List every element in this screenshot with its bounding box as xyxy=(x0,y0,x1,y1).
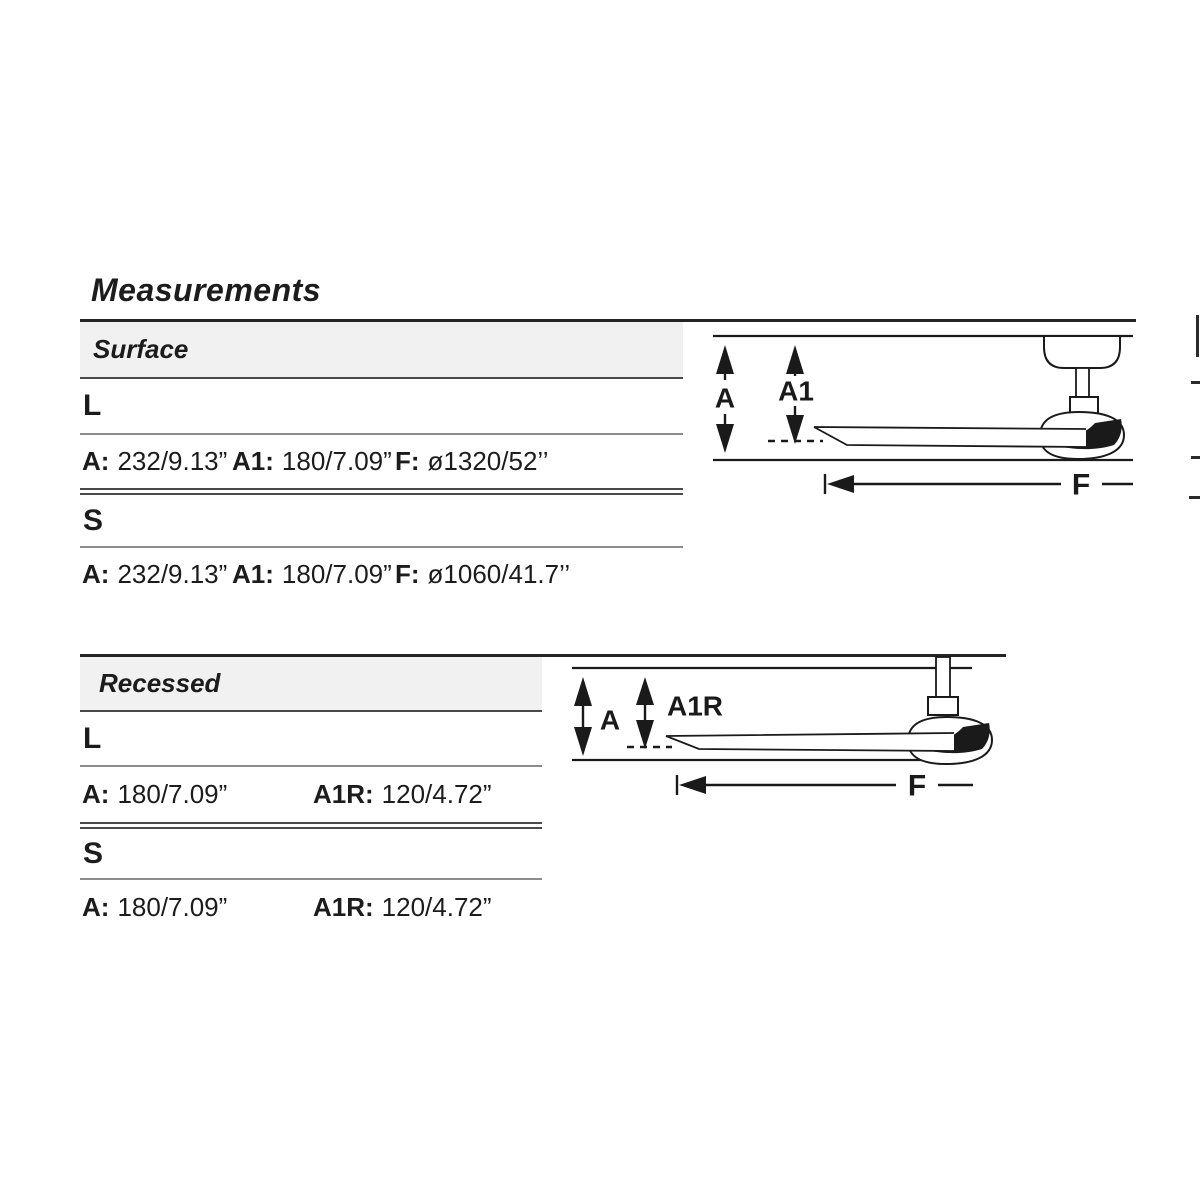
cropped-artifact-dash xyxy=(1191,381,1200,384)
spec-label: A: xyxy=(82,892,110,922)
recessed-row-specs-S xyxy=(80,880,542,935)
recessed-row-size-L xyxy=(80,712,542,767)
recessed-header-label: Recessed xyxy=(99,668,221,698)
recessed-section-divider xyxy=(80,822,542,829)
spec-label: A1: xyxy=(232,446,274,476)
spec-value: 180/7.09” xyxy=(281,446,392,476)
fan-downrod xyxy=(1076,368,1089,397)
surface-row-size-S xyxy=(80,495,683,548)
spec-value: 232/9.13” xyxy=(117,559,228,589)
spec-label: A: xyxy=(82,446,110,476)
spec-value: ø1060/41.7’’ xyxy=(427,559,571,589)
dimension-arrow-f xyxy=(677,770,973,803)
spec-a xyxy=(82,435,227,488)
recessed-mount-diagram xyxy=(545,645,1010,810)
spec-label: F: xyxy=(395,446,420,476)
dimension-label-f: F xyxy=(907,769,927,803)
spec-label: A1R: xyxy=(313,892,374,922)
dimension-arrow-a1 xyxy=(778,345,814,444)
surface-row-specs-S xyxy=(80,548,683,601)
surface-row-specs-L xyxy=(80,435,683,488)
dimension-label-f: F xyxy=(1071,468,1091,502)
cropped-artifact-dash xyxy=(1191,456,1200,459)
dimension-label-a1: A1 xyxy=(778,375,814,407)
size-label: S xyxy=(83,503,104,537)
fan-canopy xyxy=(1044,337,1120,368)
spec-a1 xyxy=(232,435,392,488)
dimension-label-a1r: A1R xyxy=(667,690,724,722)
fan-blade xyxy=(814,427,1086,447)
size-label: S xyxy=(83,836,104,870)
spec-value: ø1320/52’’ xyxy=(427,446,549,476)
spec-value: 120/4.72” xyxy=(381,892,492,922)
recessed-row-size-S xyxy=(80,829,542,880)
spec-label: F: xyxy=(395,559,420,589)
surface-mount-diagram xyxy=(680,310,1140,510)
dimension-arrow-a xyxy=(574,677,620,756)
dimension-label-a: A xyxy=(599,704,621,736)
spec-a xyxy=(82,767,227,822)
size-label: L xyxy=(83,389,102,422)
surface-table xyxy=(80,322,683,601)
recessed-row-specs-L xyxy=(80,767,542,822)
recessed-table xyxy=(80,657,542,935)
spec-a1 xyxy=(232,548,392,601)
spec-f xyxy=(395,548,570,601)
dimension-label-a: A xyxy=(714,382,736,414)
spec-label: A: xyxy=(82,559,110,589)
page-title: Measurements xyxy=(91,272,322,308)
surface-table-header xyxy=(80,322,683,379)
spec-label: A: xyxy=(82,779,110,809)
spec-a1r xyxy=(313,767,492,822)
cropped-artifact-dash xyxy=(1189,496,1200,499)
spec-f xyxy=(395,435,549,488)
spec-value: 120/4.72” xyxy=(381,779,492,809)
dimension-arrow-f xyxy=(825,469,1133,502)
surface-header-label: Surface xyxy=(93,334,189,364)
surface-section-divider xyxy=(80,488,683,495)
dimension-arrow-a xyxy=(715,345,735,453)
spec-value: 180/7.09” xyxy=(281,559,392,589)
size-label: L xyxy=(83,721,102,755)
spec-label: A1: xyxy=(232,559,274,589)
spec-label: A1R: xyxy=(313,779,374,809)
spec-a1r xyxy=(313,880,492,935)
fan-coupling xyxy=(928,697,958,715)
spec-value: 180/7.09” xyxy=(117,892,228,922)
spec-a xyxy=(82,880,227,935)
spec-a xyxy=(82,548,227,601)
recessed-table-header xyxy=(80,657,542,712)
spec-value: 180/7.09” xyxy=(117,779,228,809)
surface-row-size-L xyxy=(80,379,683,435)
spec-value: 232/9.13” xyxy=(117,446,228,476)
fan-downrod xyxy=(936,657,950,697)
cropped-artifact-line xyxy=(1196,315,1199,357)
